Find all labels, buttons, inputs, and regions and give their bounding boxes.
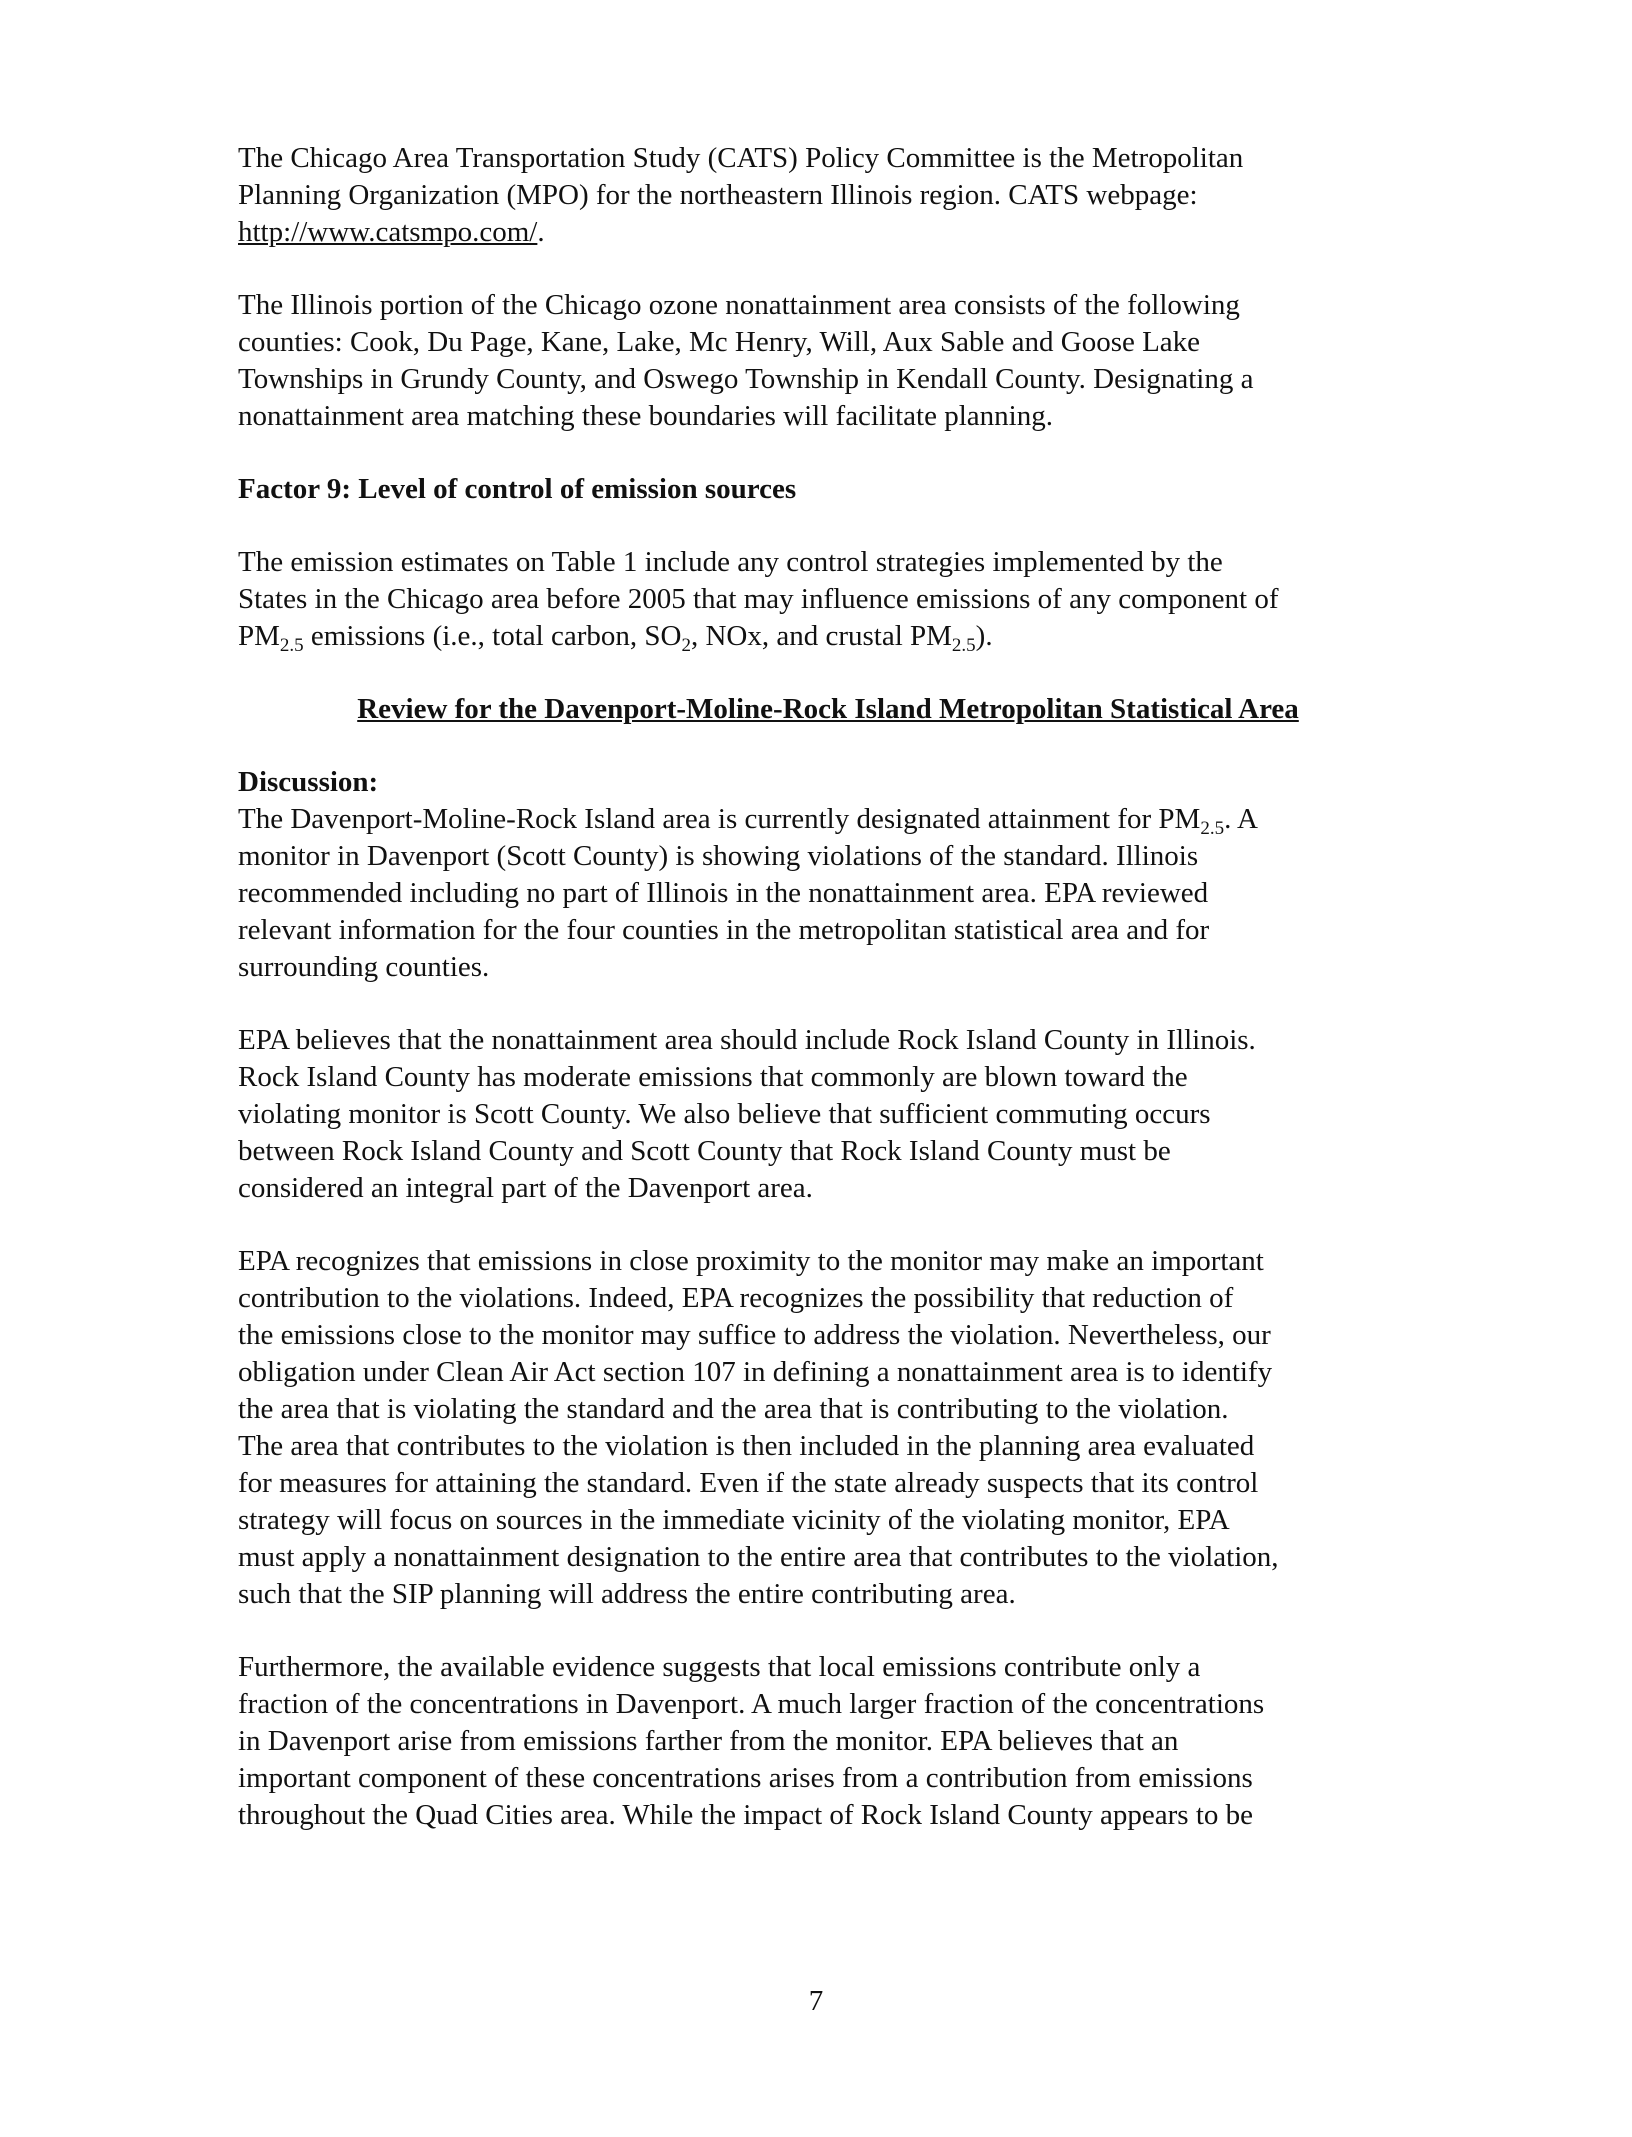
text-line: surrounding counties. — [238, 951, 490, 983]
text-line: strategy will focus on sources in the immediate vicinity of the violating monitor, EPA — [238, 1504, 1230, 1536]
text-line: obligation under Clean Air Act section 107 in defining a nonattainment area is to identify — [238, 1356, 1273, 1388]
document-page — [238, 140, 1408, 1834]
text-line: throughout the Quad Cities area. While the impact of Rock Island County appears to be — [238, 1799, 1254, 1831]
subscript: 2.5 — [951, 635, 976, 656]
text-line: monitor in Davenport (Scott County) is showing violations of the standard. Illinois — [238, 840, 1199, 872]
text-line: must apply a nonattainment designation to the entire area that contributes to the violation, — [238, 1541, 1279, 1573]
text-line: Townships in Grundy County, and Oswego Township in Kendall County. Designating a — [238, 363, 1254, 395]
text-line: nonattainment area matching these boundaries will facilitate planning. — [238, 400, 1053, 432]
subscript: 2.5 — [1200, 818, 1225, 839]
discussion-label: Discussion: — [238, 766, 379, 798]
section-title: Review for the Davenport-Moline-Rock Island Metropolitan Statistical Area — [357, 693, 1299, 725]
text-run: The Davenport-Moline-Rock Island area is currently designated attainment for PM — [238, 803, 1201, 835]
text-line: relevant information for the four counties in the metropolitan statistical area and for — [238, 914, 1210, 946]
text-line: EPA recognizes that emissions in close proximity to the monitor may make an important — [238, 1245, 1264, 1277]
text-line: The Illinois portion of the Chicago ozone nonattainment area consists of the following — [238, 289, 1240, 321]
text-line: in Davenport arise from emissions farther from the monitor. EPA believes that an — [238, 1725, 1179, 1757]
cats-webpage-link[interactable]: http://www.catsmpo.com/ — [238, 216, 538, 248]
text-run: PM — [238, 620, 280, 652]
text-line: The area that contributes to the violation is then included in the planning area evaluated — [238, 1430, 1255, 1462]
text-line: for measures for attaining the standard. Even if the state already suspects that its control — [238, 1467, 1259, 1499]
text-line: recommended including no part of Illinois in the nonattainment area. EPA reviewed — [238, 877, 1209, 909]
text-run: , NOx, and crustal PM — [690, 620, 952, 652]
text-line: counties: Cook, Du Page, Kane, Lake, Mc Henry, Will, Aux Sable and Goose Lake — [238, 326, 1201, 358]
discussion-paragraph-4 — [238, 1649, 1408, 1834]
text-line: contribution to the violations. Indeed, EPA recognizes the possibility that reduction of — [238, 1282, 1234, 1314]
ozone-paragraph — [238, 287, 1408, 435]
text-line: fraction of the concentrations in Davenport. A much larger fraction of the concentrations — [238, 1688, 1265, 1720]
cats-paragraph — [238, 140, 1408, 251]
text-run: . A — [1224, 803, 1258, 835]
subscript: 2.5 — [279, 635, 304, 656]
link-suffix: . — [537, 216, 545, 248]
subscript: 2 — [681, 635, 691, 656]
discussion-paragraph-1 — [238, 801, 1408, 986]
text-line: The Chicago Area Transportation Study (CATS) Policy Committee is the Metropolitan — [238, 142, 1244, 174]
text-line: the area that is violating the standard and the area that is contributing to the violation. — [238, 1393, 1229, 1425]
text-run: ). — [975, 620, 993, 652]
factor9-heading: Factor 9: Level of control of emission sources — [238, 473, 797, 505]
text-line: between Rock Island County and Scott County that Rock Island County must be — [238, 1135, 1171, 1167]
text-line: States in the Chicago area before 2005 that may influence emissions of any component of — [238, 583, 1279, 615]
text-line: The emission estimates on Table 1 include any control strategies implemented by the — [238, 546, 1223, 578]
discussion-paragraph-3 — [238, 1243, 1408, 1613]
text-line — [238, 214, 1408, 251]
factor9-paragraph — [238, 544, 1408, 655]
text-line: considered an integral part of the Davenport area. — [238, 1172, 813, 1204]
text-line — [238, 801, 1408, 838]
text-line: Planning Organization (MPO) for the northeastern Illinois region. CATS webpage: — [238, 179, 1198, 211]
text-line: EPA believes that the nonattainment area should include Rock Island County in Illinois. — [238, 1024, 1256, 1056]
text-line: important component of these concentrations arises from a contribution from emissions — [238, 1762, 1253, 1794]
text-line — [238, 618, 1408, 655]
page-number: 7 — [808, 1985, 824, 2017]
text-line: violating monitor is Scott County. We also believe that sufficient commuting occurs — [238, 1098, 1211, 1130]
text-line: such that the SIP planning will address the entire contributing area. — [238, 1578, 1016, 1610]
discussion-paragraph-2 — [238, 1022, 1408, 1207]
text-line: Rock Island County has moderate emissions that commonly are blown toward the — [238, 1061, 1188, 1093]
text-run: emissions (i.e., total carbon, SO — [303, 620, 682, 652]
text-line: Furthermore, the available evidence suggests that local emissions contribute only a — [238, 1651, 1201, 1683]
text-line: the emissions close to the monitor may suffice to address the violation. Nevertheless, our — [238, 1319, 1271, 1351]
